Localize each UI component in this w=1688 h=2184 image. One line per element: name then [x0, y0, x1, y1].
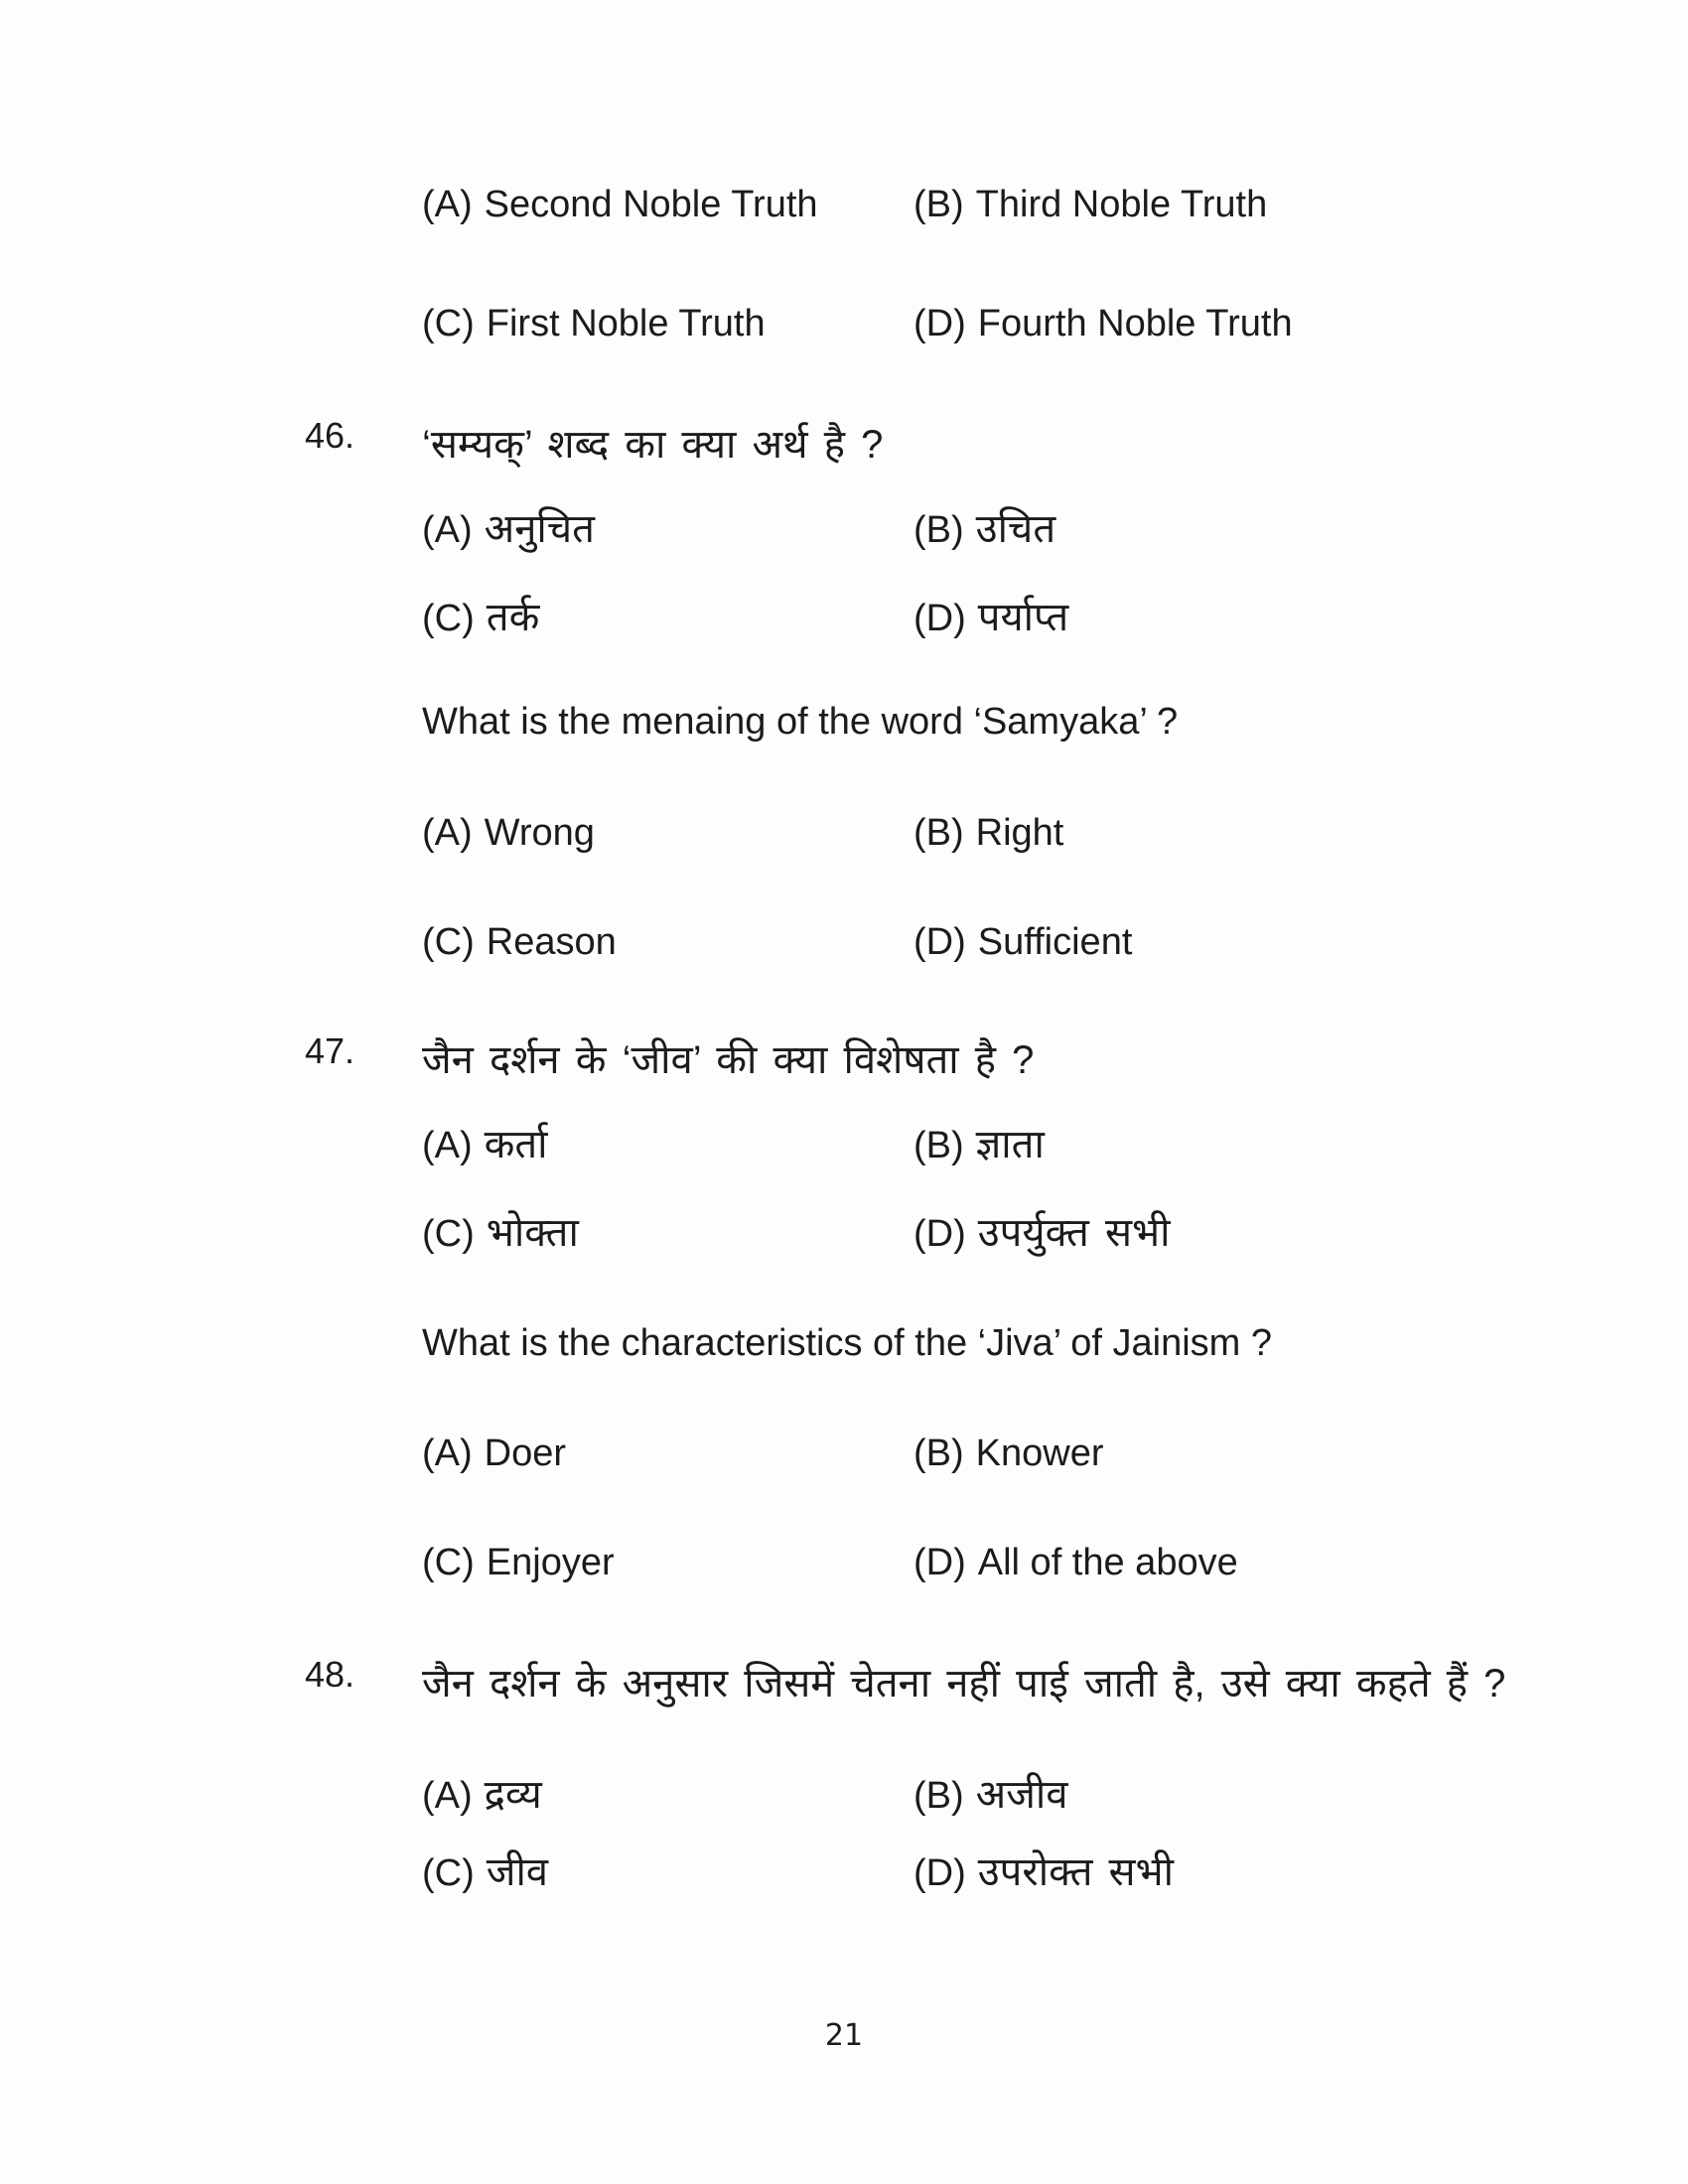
question-48	[0, 1654, 1688, 1713]
option-label: (C)	[422, 1213, 475, 1255]
option-a	[422, 1765, 542, 1820]
question-text-hindi: जैन दर्शन के अनुसार जिसमें चेतना नहीं पाई जाती है, उसे क्या कहते हैं ?	[422, 1662, 1506, 1706]
option-row	[0, 184, 1688, 243]
option-label: (D)	[914, 303, 966, 344]
option-text: Knower	[975, 1433, 1104, 1474]
option-b	[914, 1765, 1068, 1820]
option-label: (A)	[422, 812, 473, 854]
option-text: भोक्ता	[486, 1211, 579, 1255]
option-row	[0, 921, 1688, 981]
option-b	[914, 499, 1055, 554]
option-label: (A)	[422, 1775, 473, 1817]
option-text: Sufficient	[977, 921, 1133, 963]
option-a	[422, 184, 818, 226]
option-label: (D)	[914, 921, 966, 963]
option-label: (D)	[914, 1213, 966, 1255]
option-c	[422, 921, 617, 964]
option-text: Reason	[486, 921, 617, 963]
option-label: (C)	[422, 921, 475, 963]
option-text: First Noble Truth	[486, 303, 766, 344]
option-b	[914, 1433, 1104, 1475]
option-a	[422, 499, 595, 554]
option-text: All of the above	[977, 1542, 1238, 1583]
option-label: (B)	[914, 1433, 964, 1474]
option-text: उपरोक्त सभी	[977, 1850, 1174, 1894]
option-label: (B)	[914, 812, 964, 854]
option-a	[422, 812, 595, 855]
option-row	[0, 1843, 1688, 1902]
option-label: (A)	[422, 1433, 473, 1474]
option-row	[0, 1765, 1688, 1825]
option-text: Enjoyer	[486, 1542, 615, 1583]
option-row	[0, 499, 1688, 559]
option-label: (C)	[422, 1542, 475, 1583]
option-c	[422, 303, 766, 345]
option-b	[914, 812, 1063, 855]
option-row	[0, 812, 1688, 872]
option-c	[422, 588, 539, 642]
option-label: (C)	[422, 598, 475, 639]
option-text: Wrong	[484, 812, 595, 854]
option-text: उपर्युक्त सभी	[977, 1211, 1171, 1255]
question-number: 46.	[305, 415, 355, 456]
option-text: अनुचित	[484, 507, 595, 551]
question-text-english: What is the menaing of the word ‘Samyaka’ ?	[422, 701, 1179, 743]
option-d	[914, 1843, 1174, 1897]
option-a	[422, 1115, 548, 1169]
option-label: (A)	[422, 1125, 473, 1166]
question-text-hindi: जैन दर्शन के ‘जीव’ की क्या विशेषता है ?	[422, 1038, 1035, 1082]
option-d	[914, 1203, 1170, 1258]
option-b	[914, 1115, 1045, 1169]
option-text: Fourth Noble Truth	[977, 303, 1293, 344]
option-d	[914, 1542, 1238, 1584]
option-row	[0, 303, 1688, 362]
option-label: (B)	[914, 509, 964, 551]
option-label: (D)	[914, 1852, 966, 1894]
option-d	[914, 921, 1132, 964]
question-text-hindi: ‘सम्यक्’ शब्द का क्या अर्थ है ?	[422, 423, 884, 467]
question-47-english	[0, 1322, 1688, 1382]
option-label: (D)	[914, 1542, 966, 1583]
option-a	[422, 1433, 566, 1475]
question-text-english: What is the characteristics of the ‘Jiva’ of Jainism ?	[422, 1322, 1273, 1364]
option-row	[0, 1433, 1688, 1492]
option-d	[914, 303, 1293, 345]
option-row	[0, 588, 1688, 647]
option-text: अजीव	[975, 1773, 1068, 1817]
option-row	[0, 1203, 1688, 1263]
option-text: Doer	[484, 1433, 567, 1474]
option-label: (D)	[914, 598, 966, 639]
option-text: Right	[975, 812, 1064, 854]
option-text: Third Noble Truth	[975, 184, 1268, 225]
question-47	[0, 1030, 1688, 1090]
question-46	[0, 415, 1688, 475]
option-text: उचित	[975, 507, 1056, 551]
option-text: पर्याप्त	[977, 596, 1069, 639]
option-b	[914, 184, 1267, 226]
option-c	[422, 1542, 615, 1584]
question-number: 47.	[305, 1030, 355, 1071]
option-c	[422, 1843, 548, 1897]
option-label: (A)	[422, 184, 473, 225]
option-text: ज्ञाता	[975, 1123, 1045, 1166]
option-d	[914, 588, 1068, 642]
option-label: (C)	[422, 303, 475, 344]
option-label: (B)	[914, 1775, 964, 1817]
option-row	[0, 1115, 1688, 1174]
option-label: (C)	[422, 1852, 475, 1894]
option-label: (A)	[422, 509, 473, 551]
option-text: जीव	[486, 1850, 549, 1894]
option-text: द्रव्य	[484, 1773, 542, 1817]
option-text: तर्क	[486, 596, 540, 639]
option-label: (B)	[914, 1125, 964, 1166]
page-number: 21	[824, 2018, 864, 2053]
option-text: Second Noble Truth	[484, 184, 818, 225]
question-number: 48.	[305, 1654, 355, 1695]
question-46-english	[0, 701, 1688, 760]
option-text: कर्ता	[484, 1123, 548, 1166]
option-c	[422, 1203, 579, 1258]
option-row	[0, 1542, 1688, 1601]
option-label: (B)	[914, 184, 964, 225]
